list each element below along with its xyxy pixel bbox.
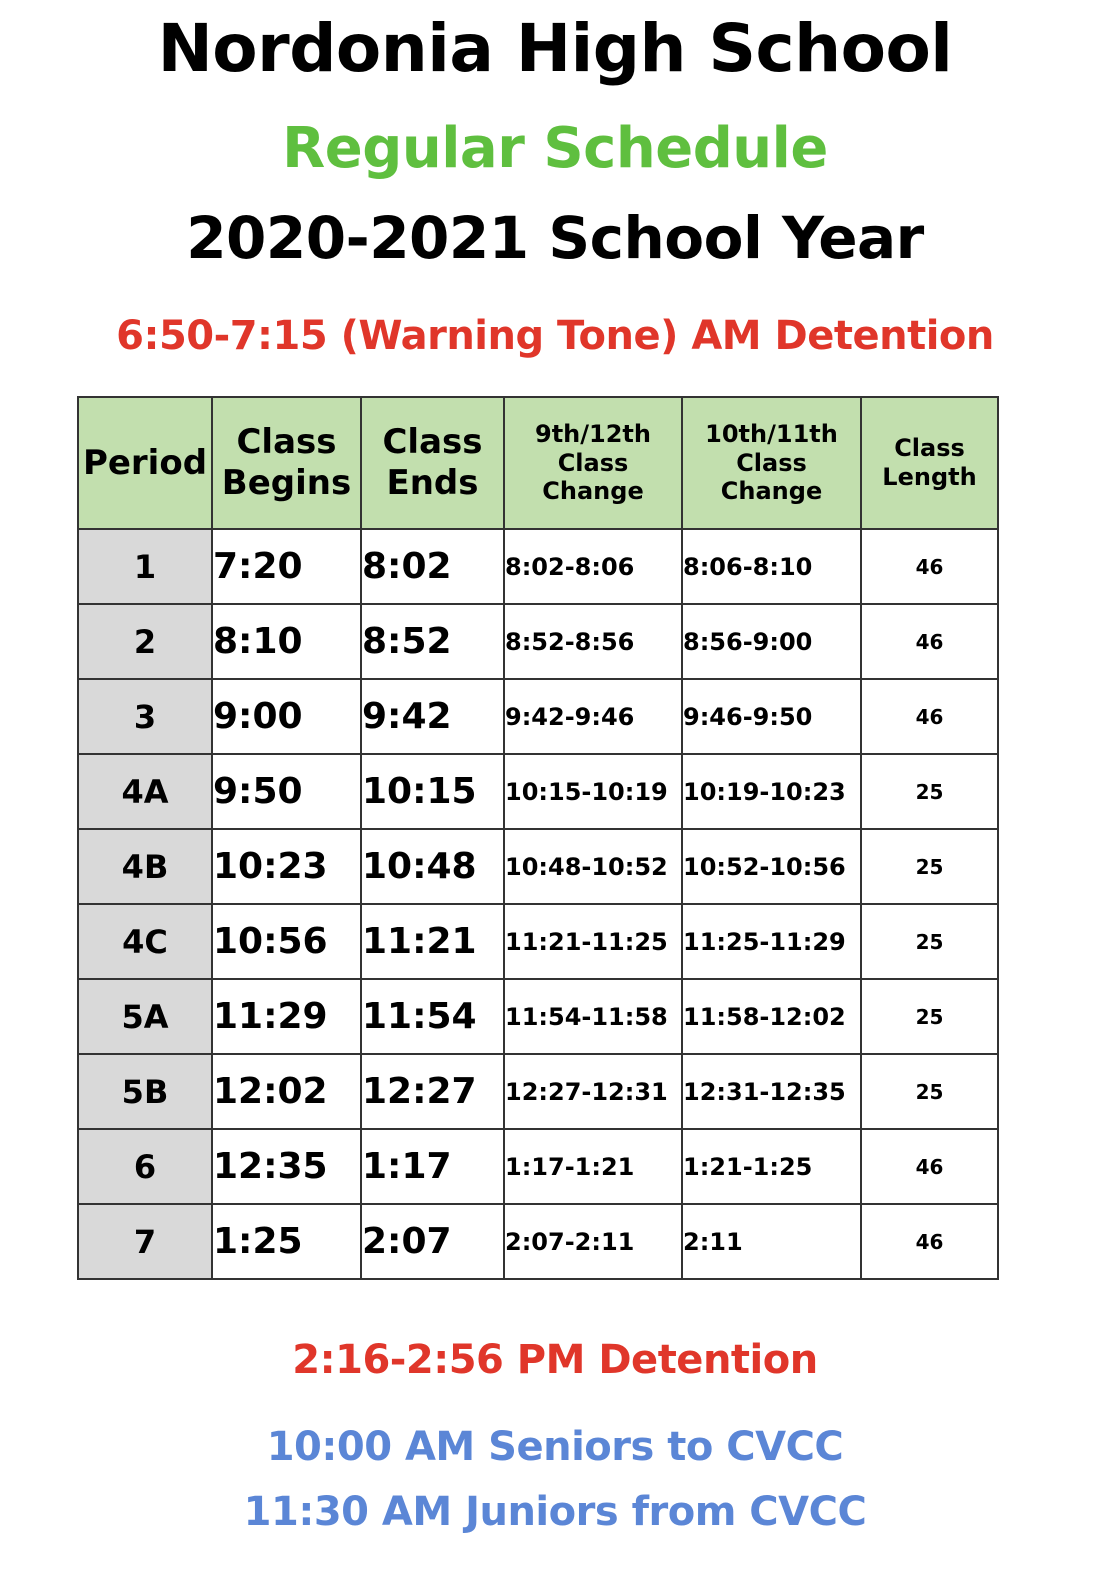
period-cell: 6 <box>78 1129 212 1204</box>
change-10-11-cell: 9:46-9:50 <box>682 679 861 754</box>
header-10th-11th-change: 10th/11th Class Change <box>682 397 861 529</box>
table-row <box>78 979 998 1054</box>
table-row <box>78 1129 998 1204</box>
period-cell: 5B <box>78 1054 212 1129</box>
change-9-12-cell: 10:48-10:52 <box>504 829 682 904</box>
class-length-cell: 25 <box>861 754 998 829</box>
class-length-cell: 46 <box>861 1204 998 1279</box>
class-ends-cell: 8:52 <box>361 604 504 679</box>
table-row <box>78 529 998 604</box>
class-begins-cell: 1:25 <box>212 1204 361 1279</box>
change-10-11-cell: 8:56-9:00 <box>682 604 861 679</box>
class-ends-cell: 12:27 <box>361 1054 504 1129</box>
period-cell: 1 <box>78 529 212 604</box>
class-ends-cell: 10:15 <box>361 754 504 829</box>
class-ends-cell: 11:54 <box>361 979 504 1054</box>
pm-detention-note: 2:16-2:56 PM Detention <box>292 1337 818 1383</box>
header-9th-12th-change: 9th/12th Class Change <box>504 397 682 529</box>
class-length-cell: 25 <box>861 979 998 1054</box>
change-10-11-cell: 10:52-10:56 <box>682 829 861 904</box>
juniors-cvcc-note: 11:30 AM Juniors from CVCC <box>243 1489 867 1535</box>
class-ends-cell: 10:48 <box>361 829 504 904</box>
table-row <box>78 604 998 679</box>
period-cell: 4B <box>78 829 212 904</box>
header-class-begins: Class Begins <box>212 397 361 529</box>
class-begins-cell: 12:35 <box>212 1129 361 1204</box>
header-row <box>78 397 998 529</box>
table-row <box>78 679 998 754</box>
period-cell: 3 <box>78 679 212 754</box>
change-9-12-cell: 12:27-12:31 <box>504 1054 682 1129</box>
schedule-table <box>77 396 999 1280</box>
change-9-12-cell: 1:17-1:21 <box>504 1129 682 1204</box>
change-10-11-cell: 12:31-12:35 <box>682 1054 861 1129</box>
change-10-11-cell: 8:06-8:10 <box>682 529 861 604</box>
class-length-cell: 25 <box>861 829 998 904</box>
change-9-12-cell: 9:42-9:46 <box>504 679 682 754</box>
class-ends-cell: 2:07 <box>361 1204 504 1279</box>
change-9-12-cell: 10:15-10:19 <box>504 754 682 829</box>
change-10-11-cell: 10:19-10:23 <box>682 754 861 829</box>
class-begins-cell: 9:00 <box>212 679 361 754</box>
change-9-12-cell: 2:07-2:11 <box>504 1204 682 1279</box>
class-begins-cell: 7:20 <box>212 529 361 604</box>
class-ends-cell: 1:17 <box>361 1129 504 1204</box>
period-cell: 2 <box>78 604 212 679</box>
school-year-title: 2020-2021 School Year <box>186 204 924 272</box>
class-begins-cell: 11:29 <box>212 979 361 1054</box>
class-length-cell: 25 <box>861 904 998 979</box>
class-begins-cell: 9:50 <box>212 754 361 829</box>
school-title: Nordonia High School <box>157 10 953 87</box>
period-cell: 4C <box>78 904 212 979</box>
class-ends-cell: 8:02 <box>361 529 504 604</box>
class-begins-cell: 10:23 <box>212 829 361 904</box>
change-9-12-cell: 8:52-8:56 <box>504 604 682 679</box>
header-class-length: Class Length <box>861 397 998 529</box>
change-10-11-cell: 11:58-12:02 <box>682 979 861 1054</box>
class-length-cell: 46 <box>861 604 998 679</box>
class-begins-cell: 10:56 <box>212 904 361 979</box>
class-length-cell: 46 <box>861 679 998 754</box>
class-ends-cell: 9:42 <box>361 679 504 754</box>
change-10-11-cell: 11:25-11:29 <box>682 904 861 979</box>
table-row <box>78 829 998 904</box>
period-cell: 7 <box>78 1204 212 1279</box>
am-detention-note: 6:50-7:15 (Warning Tone) AM Detention <box>116 313 994 359</box>
table-row <box>78 754 998 829</box>
class-length-cell: 25 <box>861 1054 998 1129</box>
change-9-12-cell: 11:54-11:58 <box>504 979 682 1054</box>
class-ends-cell: 11:21 <box>361 904 504 979</box>
change-9-12-cell: 8:02-8:06 <box>504 529 682 604</box>
change-10-11-cell: 2:11 <box>682 1204 861 1279</box>
table-row <box>78 904 998 979</box>
class-length-cell: 46 <box>861 1129 998 1204</box>
class-begins-cell: 12:02 <box>212 1054 361 1129</box>
change-10-11-cell: 1:21-1:25 <box>682 1129 861 1204</box>
schedule-type-title: Regular Schedule <box>282 116 828 181</box>
period-cell: 4A <box>78 754 212 829</box>
seniors-cvcc-note: 10:00 AM Seniors to CVCC <box>266 1424 844 1470</box>
table-row <box>78 1204 998 1279</box>
header-class-ends: Class Ends <box>361 397 504 529</box>
class-length-cell: 46 <box>861 529 998 604</box>
table-row <box>78 1054 998 1129</box>
header-period: Period <box>78 397 212 529</box>
class-begins-cell: 8:10 <box>212 604 361 679</box>
period-cell: 5A <box>78 979 212 1054</box>
change-9-12-cell: 11:21-11:25 <box>504 904 682 979</box>
